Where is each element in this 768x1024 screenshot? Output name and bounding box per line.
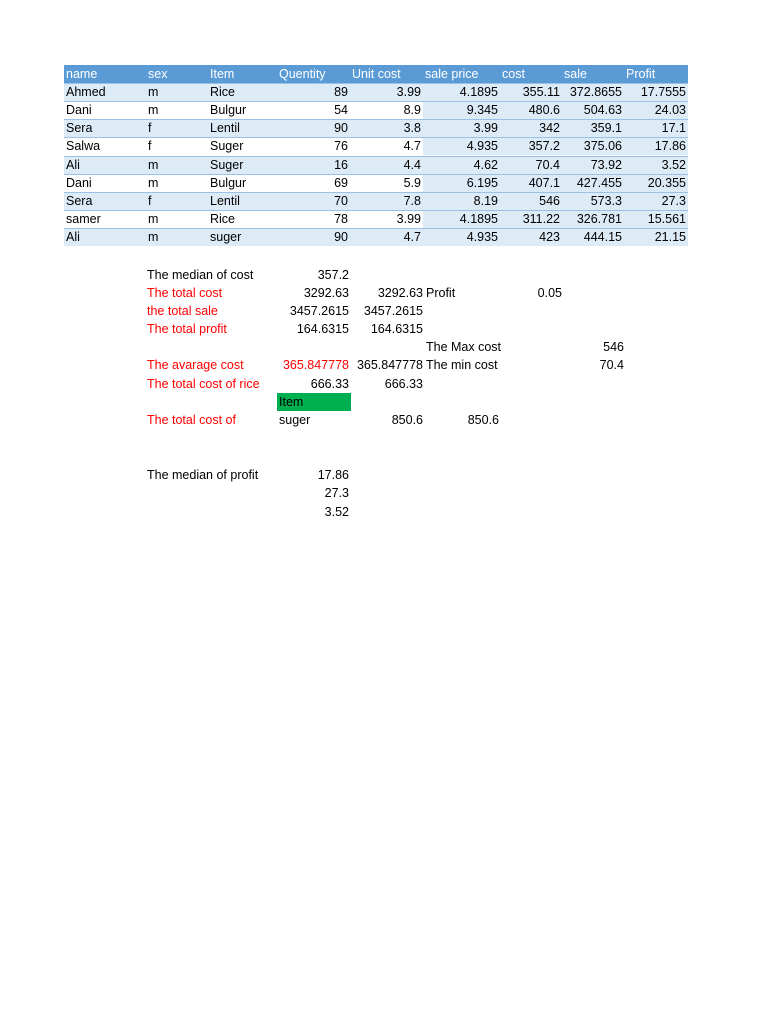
cell-cost[interactable]: 311.22 (522, 212, 560, 226)
header-cell-sale-price[interactable]: sale price (425, 67, 479, 81)
cell-sex[interactable]: m (148, 103, 159, 117)
total-sale-value-2[interactable]: 3457.2615 (363, 304, 423, 318)
cell-profit[interactable]: 17.1 (661, 121, 686, 135)
table-header-row (64, 65, 688, 83)
header-cell-item[interactable]: Item (210, 67, 235, 81)
cell-unit-cost[interactable]: 5.9 (403, 176, 421, 190)
table-row (64, 156, 688, 174)
cell-cost[interactable]: 423 (539, 230, 560, 244)
cell-cost[interactable]: 357.2 (528, 139, 560, 153)
cell-sex[interactable]: m (148, 85, 159, 99)
cell-unit-cost[interactable]: 3.99 (396, 85, 421, 99)
max-cost-value[interactable]: 546 (603, 340, 624, 354)
cell-profit[interactable]: 21.15 (654, 230, 686, 244)
median-cost-value[interactable]: 357.2 (317, 268, 349, 282)
total-cost-value-2[interactable]: 3292.63 (377, 286, 423, 300)
cell-item[interactable]: Bulgur (210, 103, 247, 117)
total-cost-of-value-2[interactable]: 850.6 (467, 413, 499, 427)
cell-item[interactable]: Suger (210, 158, 244, 172)
cell-sale[interactable]: 427.455 (576, 176, 622, 190)
table-row (64, 101, 688, 119)
cell-name[interactable]: Sera (66, 194, 93, 208)
cell-sale-price[interactable]: 4.62 (473, 158, 498, 172)
cell-sale[interactable]: 73.92 (590, 158, 622, 172)
cell-quentity[interactable]: 90 (334, 230, 348, 244)
cell-unit-cost[interactable]: 3.99 (396, 212, 421, 226)
cell-cost[interactable]: 546 (539, 194, 560, 208)
cell-item[interactable]: suger (210, 230, 242, 244)
cell-name[interactable]: Dani (66, 103, 92, 117)
cell-profit[interactable]: 17.7555 (640, 85, 686, 99)
cell-cost[interactable]: 480.6 (528, 103, 560, 117)
total-profit-value-2[interactable]: 164.6315 (370, 322, 423, 336)
item-header-cell[interactable]: Item (277, 393, 351, 411)
cell-name[interactable]: Ali (66, 158, 80, 172)
avarage-cost-value-2[interactable]: 365.847778 (356, 358, 423, 372)
cell-quentity[interactable]: 90 (334, 121, 348, 135)
cell-sale-price[interactable]: 4.1895 (459, 212, 498, 226)
cell-name[interactable]: samer (66, 212, 101, 226)
header-cell-quentity[interactable]: Quentity (279, 67, 326, 81)
cell-sale-price[interactable]: 6.195 (466, 176, 498, 190)
header-cell-cost[interactable]: cost (502, 67, 525, 81)
cell-cost[interactable]: 342 (539, 121, 560, 135)
table-row (64, 192, 688, 210)
cell-quentity[interactable]: 16 (334, 158, 348, 172)
min-cost-value[interactable]: 70.4 (599, 358, 624, 372)
total-cost-label[interactable]: The total cost (147, 286, 223, 300)
cell-sex[interactable]: m (148, 230, 159, 244)
min-cost-label[interactable]: The min cost (426, 358, 498, 372)
cell-sale[interactable]: 326.781 (576, 212, 622, 226)
avarage-cost-value[interactable]: 365.847778 (282, 358, 349, 372)
cell-sex[interactable]: m (148, 158, 159, 172)
cell-name[interactable]: Ali (66, 230, 80, 244)
cell-profit[interactable]: 3.52 (661, 158, 686, 172)
cell-quentity[interactable]: 69 (334, 176, 348, 190)
cell-sale-price[interactable]: 3.99 (473, 121, 498, 135)
cell-sale-price[interactable]: 8.19 (473, 194, 498, 208)
header-cell-name[interactable]: name (66, 67, 98, 81)
cell-unit-cost[interactable]: 8.9 (403, 103, 421, 117)
total-cost-rice-value-2[interactable]: 666.33 (384, 377, 423, 391)
total-sale-value[interactable]: 3457.2615 (289, 304, 349, 318)
cell-sex[interactable]: f (148, 194, 152, 208)
table-row (64, 137, 688, 155)
cell-name[interactable]: Salwa (66, 139, 101, 153)
cell-quentity[interactable]: 70 (334, 194, 348, 208)
cell-sale-price[interactable]: 9.345 (466, 103, 498, 117)
cell-item[interactable]: Lentil (210, 194, 240, 208)
cell-profit[interactable]: 27.3 (661, 194, 686, 208)
cell-unit-cost[interactable]: 4.7 (403, 230, 421, 244)
cell-quentity[interactable]: 76 (334, 139, 348, 153)
cell-profit[interactable]: 17.86 (654, 139, 686, 153)
profit-rate-label[interactable]: Profit (426, 286, 456, 300)
table-row (64, 210, 688, 228)
cell-sex[interactable]: m (148, 212, 159, 226)
extra-value-cell[interactable]: 3.52 (324, 505, 349, 519)
table-row (64, 83, 688, 101)
avarage-cost-label[interactable]: The avarage cost (147, 358, 244, 372)
cell-sale[interactable]: 359.1 (590, 121, 622, 135)
cell-unit-cost[interactable]: 4.4 (403, 158, 421, 172)
cell-sale-price[interactable]: 4.935 (466, 139, 498, 153)
cell-profit[interactable]: 15.561 (647, 212, 686, 226)
total-profit-label[interactable]: The total profit (147, 322, 227, 336)
cell-cost[interactable]: 70.4 (535, 158, 560, 172)
cell-sale-price[interactable]: 4.935 (466, 230, 498, 244)
cell-unit-cost[interactable]: 3.8 (403, 121, 421, 135)
header-cell-sex[interactable]: sex (148, 67, 168, 81)
total-cost-of-value[interactable]: 850.6 (391, 413, 423, 427)
table-row (64, 174, 688, 192)
cell-sex[interactable]: f (148, 121, 152, 135)
cell-quentity[interactable]: 54 (334, 103, 348, 117)
cell-item[interactable]: Rice (210, 212, 236, 226)
cell-item[interactable]: Lentil (210, 121, 240, 135)
header-cell-unit-cost[interactable]: Unit cost (352, 67, 401, 81)
max-cost-label[interactable]: The Max cost (426, 340, 502, 354)
total-cost-rice-label[interactable]: The total cost of rice (147, 377, 260, 391)
cell-name[interactable]: Sera (66, 121, 93, 135)
total-profit-value[interactable]: 164.6315 (296, 322, 349, 336)
profit-rate-value[interactable]: 0.05 (537, 286, 562, 300)
cell-quentity[interactable]: 78 (334, 212, 348, 226)
median-profit-value[interactable]: 17.86 (317, 468, 349, 482)
cell-profit[interactable]: 20.355 (647, 176, 686, 190)
cell-sex[interactable]: f (148, 139, 152, 153)
cell-sale[interactable]: 375.06 (583, 139, 622, 153)
cell-sale[interactable]: 444.15 (583, 230, 622, 244)
total-sale-label[interactable]: the total sale (147, 304, 218, 318)
median-profit-label[interactable]: The median of profit (147, 468, 259, 482)
cell-quentity[interactable]: 89 (334, 85, 348, 99)
total-cost-of-label[interactable]: The total cost of (147, 413, 236, 427)
cell-unit-cost[interactable]: 4.7 (403, 139, 421, 153)
cell-sale-price[interactable]: 4.1895 (459, 85, 498, 99)
cell-item[interactable]: Suger (210, 139, 244, 153)
header-cell-sale[interactable]: sale (564, 67, 587, 81)
cell-sex[interactable]: m (148, 176, 159, 190)
median-cost-label[interactable]: The median of cost (147, 268, 254, 282)
cell-cost[interactable]: 355.11 (522, 85, 560, 99)
cell-profit[interactable]: 24.03 (654, 103, 686, 117)
header-cell-profit[interactable]: Profit (626, 67, 656, 81)
cell-item[interactable]: Rice (210, 85, 236, 99)
cell-sale[interactable]: 504.63 (583, 103, 622, 117)
cell-unit-cost[interactable]: 7.8 (403, 194, 421, 208)
cell-name[interactable]: Dani (66, 176, 92, 190)
table-row (64, 119, 688, 137)
total-cost-value[interactable]: 3292.63 (303, 286, 349, 300)
table-row (64, 228, 688, 246)
cell-cost[interactable]: 407.1 (528, 176, 560, 190)
cell-name[interactable]: Ahmed (66, 85, 106, 99)
total-cost-rice-value[interactable]: 666.33 (310, 377, 349, 391)
cell-sale[interactable]: 573.3 (590, 194, 622, 208)
item-input-cell[interactable]: suger (279, 413, 311, 427)
cell-sale[interactable]: 372.8655 (569, 85, 622, 99)
cell-item[interactable]: Bulgur (210, 176, 247, 190)
extra-value-cell[interactable]: 27.3 (324, 486, 349, 500)
